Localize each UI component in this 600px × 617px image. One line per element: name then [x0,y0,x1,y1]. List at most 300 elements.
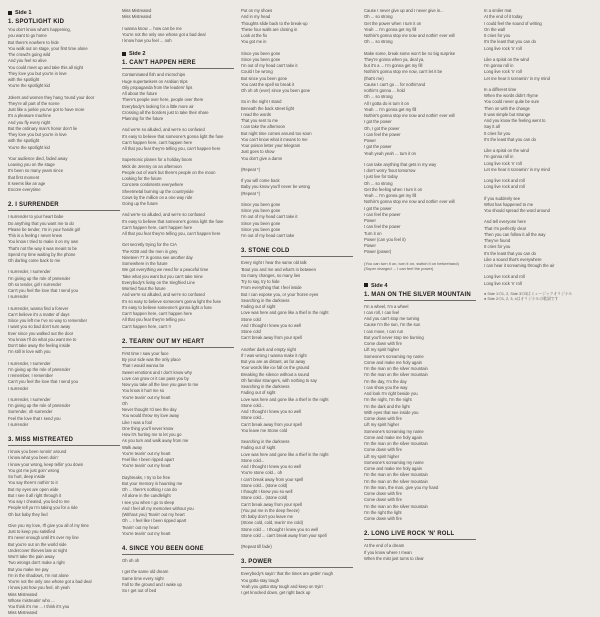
lyric-line: I can hear it screaming through the air [484,263,555,268]
lyric-line: Fading out of sight [241,304,276,309]
lyric-line: I can roll, I can feel [364,309,400,315]
lyric-line: You're tearin' out my heart [122,463,171,469]
lyric-line: Power [364,218,376,223]
lyric-line: Oily propaganda from the leaders' lips [122,84,193,90]
lyric-line: (that's me) [364,75,384,81]
lyric-line: Lift my spirit higher [364,453,400,459]
song-divider [364,539,476,540]
lyric-line: Stone cold ... can't break away from your spell [241,532,327,538]
lyric-line: Can't break away from your spell [241,501,302,507]
lyric-line: Undercover thieves late at night [8,547,67,553]
lyric-line: Like a spiral on the wind [484,148,529,153]
lyric-line: Daybreaks, I try to be free [122,474,171,480]
lyric-line: And I thought I knew you so well [241,322,302,328]
lyric-line: Oh baby don't you leave me [241,514,294,519]
lyric-line: It cries for you [484,244,511,250]
lyric-line: Get the feeling when I turn it on [364,186,423,192]
lyric-line: All I gotta do is turn it on [364,100,409,106]
lyric-line: But you're out on the world side [8,541,67,547]
lyric-line: Everybody's living on the Siegfried Line [122,279,195,285]
lyric-line: Concrete contintents everywhere [122,182,184,188]
lyric-line: Miss Mistreated [122,8,152,13]
lyric-line: Oh familiar strangers, with nothing to say [241,377,317,383]
song-title: 2. I SURRENDER [8,202,59,209]
lyric-line: And we're so alluded, and we're so confused [122,292,205,298]
lyric-line: If you know where I mean [364,549,412,555]
lyric-line: Oh darling come back to me [8,258,61,263]
lyric-line: Beneath the back street light [241,105,295,111]
lyric-line: Encore everytime [8,187,41,192]
lyric-line: Oh oh oh [122,558,140,563]
lyric-line: you want to go home [8,33,47,39]
lyric-line: You leave me Stone cold [241,427,288,433]
lyric-line: So in the night I stand [241,99,282,105]
lyric-line: Nothin's gonna stop me now and nothin' ever will [364,199,455,205]
lyric-line: I got the power [364,119,392,125]
side-marker-icon [122,52,126,56]
lyric-line: Can't you feel the love that I send you [8,288,78,293]
footnote: ● Side 1の1, 2, Side 3の3はミュージックオリジナル [484,291,573,296]
lyric-line: I thought I knew you so well [241,489,293,494]
lyric-line: Miss Mistreated [122,14,152,20]
lyric-line: And I feel all my memories without you [122,505,194,511]
lyric-line: I'm the man on the silver mountain [364,366,428,372]
lyric-line: I remember, I remember [8,373,53,378]
lyric-line: Since you been gone [241,56,281,62]
lyric-line: Come and make me holy again [364,434,422,440]
lyric-line: Can't you feel the love that I send you [8,379,78,385]
lyric-line: Then on with the change [484,105,530,111]
lyric-line: Come down with fire [364,491,402,497]
lyric-line: Stone cold [241,316,261,322]
lyric-line: Come down with fire [364,341,402,347]
lyric-line: It's easy to believe that someone's gonna light the fuse [122,218,224,224]
lyric-line: I'm the man, the man, give you my hand [364,484,439,490]
lyric-line: And we're so alluded, and we're so confused [122,212,205,218]
lyric-line: I'm giving up the role of pretender [8,403,71,408]
lyric-line: Since you been gone [241,50,281,56]
lyric-line: I'm the man on the silver mountain [364,478,428,484]
song-title: 2. TEARIN' OUT MY HEART [122,338,205,345]
lyric-line: I surrender [8,421,29,427]
side-heading [122,51,234,57]
lyric-line: When the words didn't rhyme [484,93,539,98]
lyric-line: Everybody's sayin' that the times are gettin' rough [241,571,334,577]
lyric-line: Long live rock 'n' roll [484,45,522,51]
lyric-line: But you make me pay [8,566,49,572]
lyric-line: Get secretly trying for the CIA [122,242,177,248]
song-divider [122,554,234,555]
lyric-line: Come down with fire [364,497,402,503]
lyric-line: Long live rock 'n' roll [484,69,522,75]
lyric-line: And you feel so alive [8,58,47,64]
lyric-line: That you sent to me [241,118,279,123]
lyric-line: There's people over here, people over there [122,97,204,103]
lyric-line: I get the same old dream [122,569,169,575]
lyric-line: Love was here and gone like a thief in the night [241,396,329,402]
lyric-line: Come and make me holy again [364,359,422,365]
lyric-line: Searching in the darkness [241,439,290,444]
lyric-line: The crowd's going wild [8,52,51,57]
lyric-line: I'm out of my head can't take it [241,214,298,220]
lyric-line: Since you been gone [241,201,281,207]
lyric-line: I can take the afternoon [241,124,285,130]
song-divider [8,445,120,446]
lyric-line: Long live rock 'n' roll [484,280,522,286]
lyric-line: So hurt, deep inside [8,474,46,479]
lyric-line: (Repeat *) [241,166,261,172]
lyric-line: Your poison letter your telegram [241,143,301,148]
lyric-line: But I can expose you, or your frozen eyes [241,291,319,297]
side-heading [364,283,476,289]
lyric-line: Stone cold... [241,415,265,421]
lyric-line: Since you been gone [241,208,281,213]
lyric-line: You walk out on stage, your first time alone [8,45,88,51]
lyric-line: And you can't stop me turning [364,316,420,322]
lyric-line: First time I saw your face [122,350,169,356]
lyric-line: That I would wanna be [122,363,165,369]
lyric-line: I surrender [8,385,29,391]
verse-gap [122,44,234,49]
lyric-line: All about the future [122,91,158,96]
lyric-line: Oh, I got the power [364,125,400,131]
lyric-line: But since you been gone [241,75,288,81]
side-marker-icon [8,11,12,15]
lyric-line: You're not the only one whose got a bad deal [8,579,92,584]
lyric-line: That's not the way it was meant to be [8,245,77,251]
lyric-line: Put on my shoes [241,8,273,13]
lyric-line: And I thought I knew you so well [241,409,302,414]
lyric-line: I can move, I can run [364,328,404,334]
lyric-note: (Super charged ... I can feel the power) [364,266,434,272]
lyric-line: It cries for you [484,33,511,38]
lyric-line: Stone cold... [241,402,265,408]
lyric-line: I could feel the sound of writing [484,20,542,26]
lyric-line: It's easy to believe that someone's gonna light the fuse [122,133,224,139]
lyric-line: People tell ya I'm taking you for a ride [8,505,78,511]
lyric-line: Lift my spirit higher [364,347,400,353]
lyric-line: Yeah ... I'm gonna get my fill [364,193,417,198]
song-gap [8,193,120,202]
lyric-line: Power [364,138,376,143]
lyric-line: I surrender, I surrender [8,396,51,402]
lyric-line: I see you when I go to sleep [122,499,175,505]
lyric-line: But you are as distant, as far away [241,359,306,364]
lyric-line: I get knocked down, get right back up [241,590,311,595]
lyric-line: Don't take away the feeling inside [8,343,71,348]
lyric-line: but it's a ... I'm gonna get my fill [364,63,423,68]
lyric-line: I got the power [364,205,392,211]
lyric-line: Love was here and gone like a thief in the night [241,451,329,457]
lyric-line: Feel the love that I send you [8,415,61,421]
lyric-line: Stone cold... [241,457,265,463]
lyric-line: Miss Mistreated [8,591,38,597]
lyric-line: I can't break away from your spell [241,476,304,482]
lyric-line: (Repeat till fade) [241,544,272,549]
lyric-line: As you turn and walk away from me [122,438,189,444]
lyric-line: Stone cold ... I thought I knew you so well [241,526,319,532]
lyric-line: You know I tried to make it on my own [8,239,79,245]
lyric-line: Cows by the million on a one way ride [122,194,193,200]
lyric-line: I'm giving up the role of pretender [8,366,71,372]
lyric-line: Power (power) [364,249,392,255]
song-divider [241,256,353,257]
lyric-line: I want you so bad don't turn away [8,324,71,330]
lyric-line: You're tearin' out my heart [122,530,171,536]
lyric-line: They love you but you're in love [8,70,67,76]
lyric-line: I can feel the power [364,224,401,230]
lyric-line: Yeah yeah yeah ... turn it on [364,150,416,156]
lyric-line: Take what you want but you can't take mine [122,273,203,279]
lyric-line: You got me in [241,39,267,45]
lyric-line: Nothin's gonna stop me now and nothin' ever will [364,113,455,118]
lyric-line: Stone cold... (stone cold) [241,495,288,501]
lyric-line: And we're so alluded, and we're so confused [122,127,205,133]
lyric-line: And you know the feeling went to [484,118,546,123]
lyric-line: I surrender, I surrender [8,269,51,275]
lyric-line: I'm the man on the silver mountain [364,472,428,478]
lyric-line: Sheetmetal burning up the countryside [122,188,194,194]
lyric-line: Come and make me holy again [364,466,422,472]
lyric-line: Cause I never give up and I never give in... [364,8,444,13]
lyric-line: I'm the dark and the light [364,403,410,409]
lyric-line: Planning for the future [122,116,164,121]
lyric-line: Like I was a fool [122,419,153,425]
lyric-line: You got me just goin' wrong [8,467,60,473]
lyric-line: At the end of it today [484,14,523,20]
lyric-line: I know you been runnin' around [8,449,67,454]
song-gap [241,550,353,559]
lyric-line: But your memory is haunting me [122,480,183,486]
lyric-line: Can't believe it's a matter of days [8,311,70,317]
lyric-line: Give you my love, I'll give you all of my time [8,522,89,528]
lyric-line: All that you fear they're telling you, can't happen here [122,231,221,236]
lyric-line: Stone cold [241,329,261,334]
lyric-line: All alone in the candlelight [122,493,171,499]
lyric-line: Come down with fire [364,447,402,453]
lyric-line: And tell everyone here [484,219,526,225]
lyric-line: Long live rock and roll [484,178,525,183]
lyric-line: Could I be wrong [241,69,273,75]
lyric-note: (You can turn it on, turn it on, switch it on beforehand) [364,260,459,266]
lyric-line: You're tearin' out my heart [122,450,171,456]
lyric-line: It's a pleasure machine [8,113,51,119]
lyric-line: It seems like an age [8,180,46,186]
lyric-line: Searching in the darkness [241,297,290,303]
lyric-line: You're tearin' out my heart [122,394,171,400]
lyric-line: Everybody's looking for a little more air [122,103,194,109]
song-title: 1. CAN'T HAPPEN HERE [122,60,196,67]
lyric-line: I'm a wheel, I'm a wheel [364,303,409,309]
lyric-line: It's so easy to believe someone's gonna light the fuse [122,298,221,304]
lyric-line: You're the spotlight kid [8,83,50,89]
lyric-line: I got the power [364,144,392,150]
lyric-line: Yeah you gotta stay tough and keep on tryin' [241,583,324,589]
lyric-line: Like a spiral on the wind [484,56,529,62]
lyric-line: I'm the night, I'm the night [364,397,412,403]
lyric-line: Love can grow or it can pass you by [122,375,189,381]
lyric-line: It's the least that you can do [484,250,537,256]
lyric-line: Surrender, oh surrender [8,409,53,415]
lyric-line: Sweet emotions and I don't know why [122,369,192,375]
lyric-line: I'm giving up the role of pretender [8,275,71,281]
lyric-line: You can't know what it means to me [241,136,308,142]
lyric-line: Turn it on [364,230,382,236]
lyric-line: with the spotlight [8,138,40,144]
lyric-line: If you suddenly see [484,195,521,201]
lyric-line: Oh so tender, girl I surrender [8,281,62,287]
lyric-line: (Repeat *) [241,190,261,196]
lyric-line: You should spread the word around [484,208,550,213]
lyric-line: Then you can follow it all the way [484,231,546,237]
lyric-line: With eyes that see inside you [364,409,419,415]
side-heading-text: Side 1 [15,10,32,16]
side-heading [8,10,120,16]
lyric-line: Look at the fix [241,33,268,38]
lyric-line: I'm still in love with you [8,349,51,355]
lyric-line: I can show you the way [364,384,408,390]
lyric-line: Let me hear it screamin' in my mind [484,75,550,81]
lyric-line: So I get out of bed [122,588,157,593]
lyric-line: If you will come back [241,178,280,183]
lyric-line: You could never quite be sure [484,99,540,105]
lyric-line: Jokers and women they hang 'round your door [8,94,95,100]
lyric-line: I'm the man on the silver mountain [364,441,428,447]
song-title: 1. MAN ON THE SILVER MOUNTAIN [364,291,471,298]
lyric-line: Love was here and gone like a thief in the night [241,310,329,316]
lyric-line: They're gonna when ya, deal ya, [364,56,425,62]
song-divider [122,68,234,69]
lyric-line: Someone's screaming my name [364,353,424,359]
lyric-line: From everything that I feel inside [241,285,302,291]
lyric-line: Oh ... I feel like I been ripped apart [122,518,187,524]
lyric-line: You don't know what's happening, [8,27,71,32]
lyric-line: That I'm perfectly clear [484,225,527,231]
lyric-line: On the wall [484,26,505,32]
lyrics-column-5 [484,8,592,303]
lyric-line: They're all part of the scene [8,100,60,106]
lyric-line: But the ordinary man's honor don't lie [8,125,78,131]
lyric-line: This is a feeling I never knew [8,233,62,238]
lyric-line: 'Bout you and me and what's in between [241,266,316,272]
lyric-line: I surrender, wanna find a forever [8,305,69,311]
lyric-line: These four walls are closing in [241,26,298,32]
lyric-line: Somewhere in the future [122,261,168,266]
lyric-line: It was simple but strange [484,111,531,117]
song-divider [122,347,234,348]
lyric-line: You're not the only one whose got a bad deal [122,31,206,37]
lyric-line: Come down with fire [364,516,402,522]
lyric-line: But I see it all right through it [8,492,62,498]
lyric-line: All that you fear they're telling you [122,317,185,323]
lyric-line: Going up the future [122,201,158,206]
lyric-line: I'm in the shadows, I'm not alone [8,572,69,578]
lyric-line: I'm the day, I'm the day [364,378,407,384]
lyric-line: Breaking the silence without a sound [241,371,310,377]
lyric-line: Can't break away from your spell [241,421,302,427]
footnote: ● Side 2の1, 2, 3, 4はオリジナルの歌詞です [484,297,559,302]
lyric-line: When the mist just turns to clear [364,555,424,561]
lyric-line: If I was wrong I wanna make it right [241,352,307,358]
lyric-line: You could meet up and take this all night [8,64,84,70]
lyric-line: Thoughts slide back to the break-up [241,20,308,26]
lyric-line: I don't worry 'bout tomorrow [364,168,416,173]
song-divider [8,210,120,211]
lyric-line: I know just how you feel, oh yeah [8,585,70,591]
lyric-line: Since you been gone [241,220,281,226]
lyric-line: You're the spotlight kid [8,144,50,150]
lyric-line: You say I cheated, you lied to me [8,499,70,504]
lyric-line: Can't break away from your spell [241,335,302,341]
lyric-line: Just to keep you satisfied [8,529,56,534]
lyric-line: Now you take all the love you gave to me [122,382,199,387]
song-gap [364,272,476,281]
lyric-line: with the spotlight [8,77,40,82]
lyric-line: People out of work but there's people on the moon [122,169,216,175]
lyric-line: I can feel the power [364,211,401,217]
lyric-line: Fall to the ground and I wake up [122,581,182,587]
lyric-line: It's easy to believe someone's gonna light a fuse [122,304,212,310]
lyric-line: You know I'll do what you want me to [8,336,77,342]
song-title: 1. SPOTLIGHT KID [8,19,65,25]
lyric-line: Supersonic planes for a holiday boom [122,157,193,163]
lyric-line: Try to say, try to hide [241,279,280,284]
lyric-line: I'm out of my head can't take [241,233,295,238]
lyric-line: They've found [484,238,511,243]
side-heading-text: Side 2 [129,51,146,58]
lyric-line: I'm the right the light [364,509,402,515]
lyric-line: Someone's screaming my name [364,428,424,434]
song-gap [8,428,120,437]
lyric-line: Walk away [122,444,143,450]
lyric-line: Can't happen here, can't happen here [122,139,193,145]
lyric-line: But you'll never stop me burning [364,334,424,340]
lyric-line: Mick de Jeremy on an afternoon [122,163,182,169]
lyric-line: (You put me in the deep freeze) [241,507,300,513]
lyric-line: I read the words [241,111,272,117]
lyrics-column-4 [364,8,476,562]
lyric-line: Oh ... there's nothing I can do [122,487,177,492]
lyric-line: Baby you know you'll never be wrong [241,184,311,190]
lyric-line: You gotta stay tough [241,577,280,583]
lyric-line: At the end of a dream [364,543,405,549]
lyric-line: Looking for the future [122,176,162,181]
lyric-line: Never thought I'd see the day [122,407,177,412]
lyric-line: Stone cold... (stone cold) [241,482,288,488]
song-gap [364,522,476,531]
lyric-line: Oh oh oh (ever) since you been gone [241,88,311,93]
lyric-line: I know how you feel ... ooh [122,38,172,43]
lyric-line: You think it's me ... I think it's you [8,604,70,609]
side-heading-text: Side 4 [371,282,388,289]
lyric-line: What has happened to me [484,201,534,207]
song-gap [122,330,234,339]
lyric-line: But night time comes around too soon [241,130,312,136]
lyric-line: Searching in the darkness [241,384,290,389]
lyric-line: Lift my spirit higher [364,422,400,428]
lyric-line: Two wrongs don't make a right [8,560,65,566]
lyric-line: Nothin's gonna stop me now and nothin' ever will [364,33,455,38]
lyric-line: It's been so many years since [8,168,64,174]
lyric-line: Leaving you on the stage [8,162,55,167]
lyric-line: But my eyes are open wide [8,486,59,492]
lyric-line: They love you but you're in love [8,132,67,137]
lyric-line: Crossing all the borders just to take their share [122,109,209,115]
lyrics-column-2 [122,8,234,594]
lyric-line: Oh ... so strong [364,94,393,100]
lyric-line: It's never enough until it's over my line [8,535,79,541]
lyric-line: Same time every night [122,575,164,581]
